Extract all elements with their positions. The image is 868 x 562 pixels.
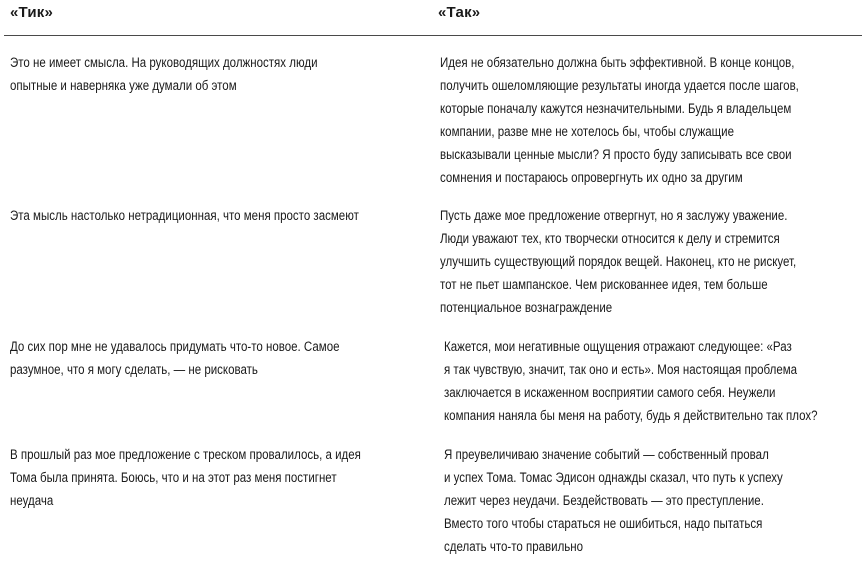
header-divider	[4, 35, 862, 36]
text-line: компании, разве мне не хотелось бы, чтобы служащие	[440, 124, 734, 139]
text-line: разумное, что я могу сделать, — не рисковать	[10, 362, 258, 377]
text-line: потенциальное вознаграждение	[440, 300, 613, 315]
text-line: тот не пьет шампанское. Чем рискованнее идея, тем больше	[440, 277, 768, 292]
text-line: сомнения и постараюсь опровергнуть их одно за другим	[440, 170, 743, 185]
text-line: компания наняла бы меня на работу, будь я действительно так плох?	[444, 408, 818, 423]
tak-cell	[440, 51, 799, 189]
tik-cell	[10, 204, 359, 227]
text-line: Эта мысль настолько нетрадиционная, что меня просто засмеют	[10, 208, 359, 223]
text-line: высказывали ценные мысли? Я просто буду записывать все свои	[440, 147, 792, 162]
text-line: опытные и наверняка уже думали об этом	[10, 78, 237, 93]
tik-cell	[10, 335, 340, 381]
text-line: заключается в искаженном восприятии самого себя. Неужели	[444, 385, 776, 400]
text-line: неудача	[10, 493, 54, 508]
table-header	[0, 0, 868, 36]
tak-cell	[444, 443, 783, 558]
text-line: Это не имеет смысла. На руководящих должностях люди	[10, 55, 318, 70]
column-header-tik: «Тик»	[10, 4, 54, 21]
text-line: лежит через неудачи. Бездействовать — это преступление.	[444, 493, 764, 508]
column-header-tak: «Так»	[438, 4, 481, 21]
text-line: Кажется, мои негативные ощущения отражают следующее: «Раз	[444, 339, 792, 354]
text-line: улучшить существующий порядок вещей. Наконец, кто не рискует,	[440, 254, 797, 269]
tak-cell	[444, 335, 818, 427]
text-line: До сих пор мне не удавалось придумать что-то новое. Самое	[10, 339, 340, 354]
text-line: Я преувеличиваю значение событий — собственный провал	[444, 447, 769, 462]
tak-cell	[440, 204, 796, 319]
text-line: сделать что-то правильно	[444, 539, 584, 554]
tik-cell	[10, 51, 318, 97]
text-line: Вместо того чтобы стараться не ошибиться, надо пытаться	[444, 516, 763, 531]
text-line: Тома была принята. Боюсь, что и на этот раз меня постигнет	[10, 470, 337, 485]
text-line: Люди уважают тех, кто творчески относится к делу и стремится	[440, 231, 780, 246]
text-line: получить ошеломляющие результаты иногда удается после шагов,	[440, 78, 799, 93]
text-line: В прошлый раз мое предложение с треском провалилось, а идея	[10, 447, 361, 462]
text-line: которые поначалу кажутся незначительными. Будь я владельцем	[440, 101, 792, 116]
text-line: Пусть даже мое предложение отвергнут, но я заслужу уважение.	[440, 208, 788, 223]
text-line: я так чувствую, значит, так оно и есть». Моя настоящая проблема	[444, 362, 798, 377]
tik-cell	[10, 443, 361, 512]
text-line: Идея не обязательно должна быть эффективной. В конце концов,	[440, 55, 795, 70]
text-line: и успех Тома. Томас Эдисон однажды сказал, что путь к успеху	[444, 470, 783, 485]
